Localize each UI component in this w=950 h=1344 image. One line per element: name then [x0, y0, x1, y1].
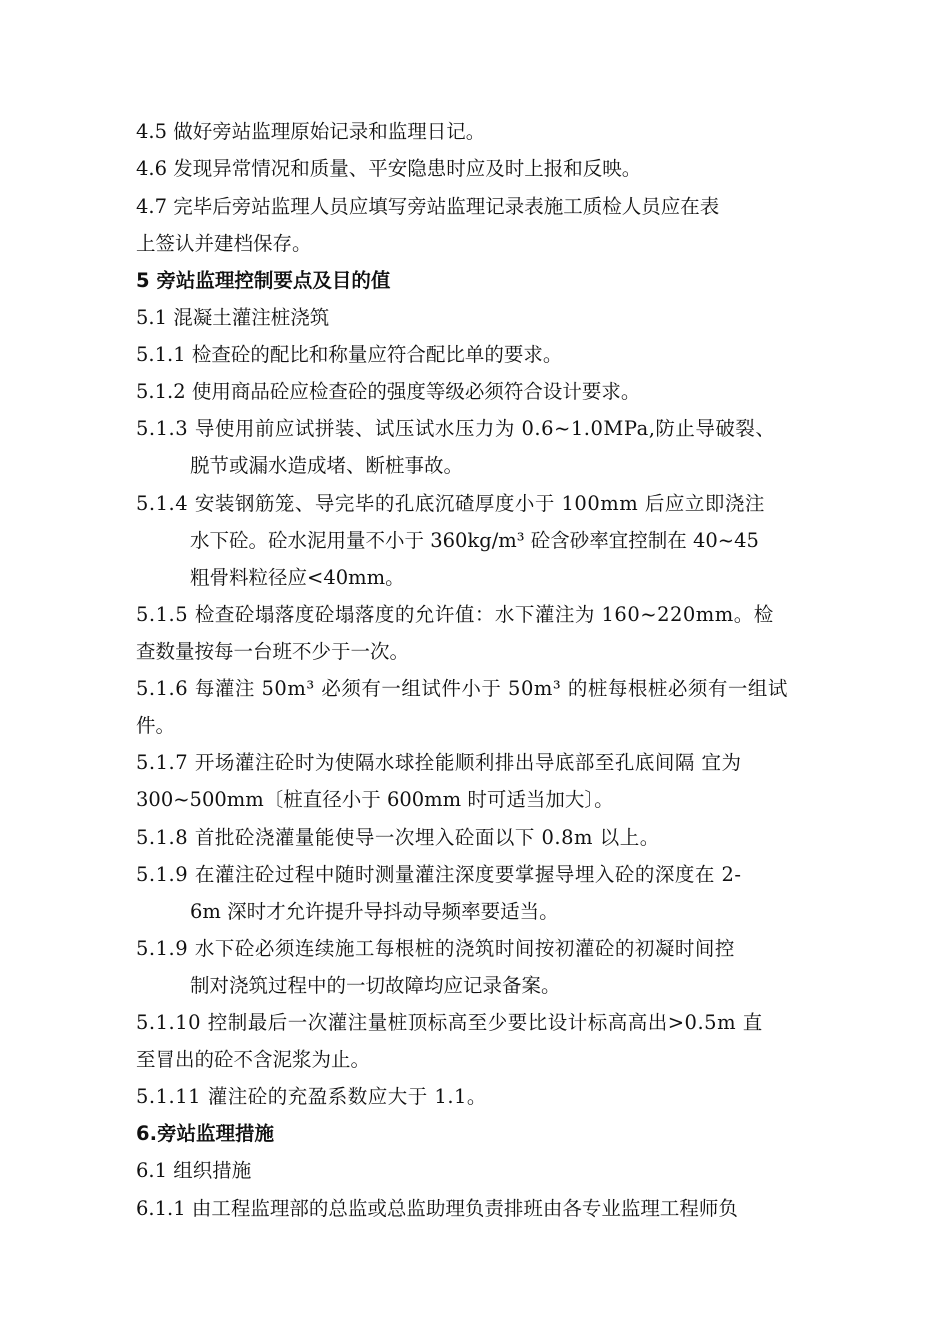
clause-5-1-1: 5.1.1 检查砼的配比和称量应符合配比单的要求。: [136, 343, 563, 366]
clause-5-1-4-cont-1: 水下砼。砼水泥用量不小于 360kg/m³ 砼含砂率宜控制在 40~45: [190, 529, 759, 552]
clause-5-1-7: 5.1.7 开场灌注砼时为使隔水球拴能顺利排出导底部至孔底间隔 宜为: [136, 751, 742, 774]
clause-5-1-5: 5.1.5 检查砼塌落度砼塌落度的允许值：水下灌注为 160~220mm。检: [136, 603, 774, 626]
clause-5-1-7-cont: 300~500mm〔桩直径小于 600mm 时可适当加大〕。: [136, 788, 614, 811]
clause-5-1-6: 5.1.6 每灌注 50m³ 必须有一组试件小于 50m³ 的桩每根桩必须有一组试: [136, 677, 788, 700]
clause-5-1-9b: 5.1.9 水下砼必须连续施工每根桩的浇筑时间按初灌砼的初凝时间控: [136, 937, 735, 960]
clause-5-1-3: 5.1.3 导使用前应试拼装、试压试水压力为 0.6~1.0MPa,防止导破裂、: [136, 417, 776, 440]
section-6-heading: 6.旁站监理措施: [136, 1122, 274, 1145]
clause-5-1-4-cont-2: 粗骨料粒径应<40mm。: [190, 566, 405, 589]
section-5-heading: 5 旁站监理控制要点及目的值: [136, 269, 391, 292]
clause-4-5: 4.5 做好旁站监理原始记录和监理日记。: [136, 120, 486, 143]
clause-5-1-8: 5.1.8 首批砼浇灌量能使导一次埋入砼面以下 0.8m 以上。: [136, 826, 660, 849]
clause-5-1-9-cont: 6m 深时才允许提升导抖动导频率要适当。: [190, 900, 559, 923]
clause-5-1-5-cont: 查数量按每一台班不少于一次。: [136, 640, 410, 663]
clause-4-7: 4.7 完毕后旁站监理人员应填写旁站监理记录表施工质检人员应在表: [136, 195, 720, 218]
clause-5-1: 5.1 混凝土灌注桩浇筑: [136, 306, 330, 329]
clause-5-1-10-cont: 至冒出的砼不含泥浆为止。: [136, 1048, 371, 1071]
clause-5-1-9: 5.1.9 在灌注砼过程中随时测量灌注深度要掌握导埋入砼的深度在 2-: [136, 863, 742, 886]
clause-4-7-cont: 上签认并建档保存。: [136, 232, 312, 255]
clause-5-1-3-cont: 脱节或漏水造成堵、断桩事故。: [190, 454, 464, 477]
clause-5-1-9b-cont: 制对浇筑过程中的一切故障均应记录备案。: [190, 974, 561, 997]
clause-6-1-1: 6.1.1 由工程监理部的总监或总监助理负责排班由各专业监理工程师负: [136, 1197, 738, 1220]
clause-5-1-11: 5.1.11 灌注砼的充盈系数应大于 1.1。: [136, 1085, 487, 1108]
clause-5-1-2: 5.1.2 使用商品砼应检查砼的强度等级必须符合设计要求。: [136, 380, 641, 403]
clause-5-1-6-cont: 件。: [136, 714, 176, 737]
clause-6-1: 6.1 组织措施: [136, 1159, 252, 1182]
clause-4-6: 4.6 发现异常情况和质量、平安隐患时应及时上报和反映。: [136, 157, 642, 180]
clause-5-1-4: 5.1.4 安装钢筋笼、导完毕的孔底沉碴厚度小于 100mm 后应立即浇注: [136, 492, 765, 515]
clause-5-1-10: 5.1.10 控制最后一次灌注量桩顶标高至少要比设计标高高出>0.5m 直: [136, 1011, 763, 1034]
